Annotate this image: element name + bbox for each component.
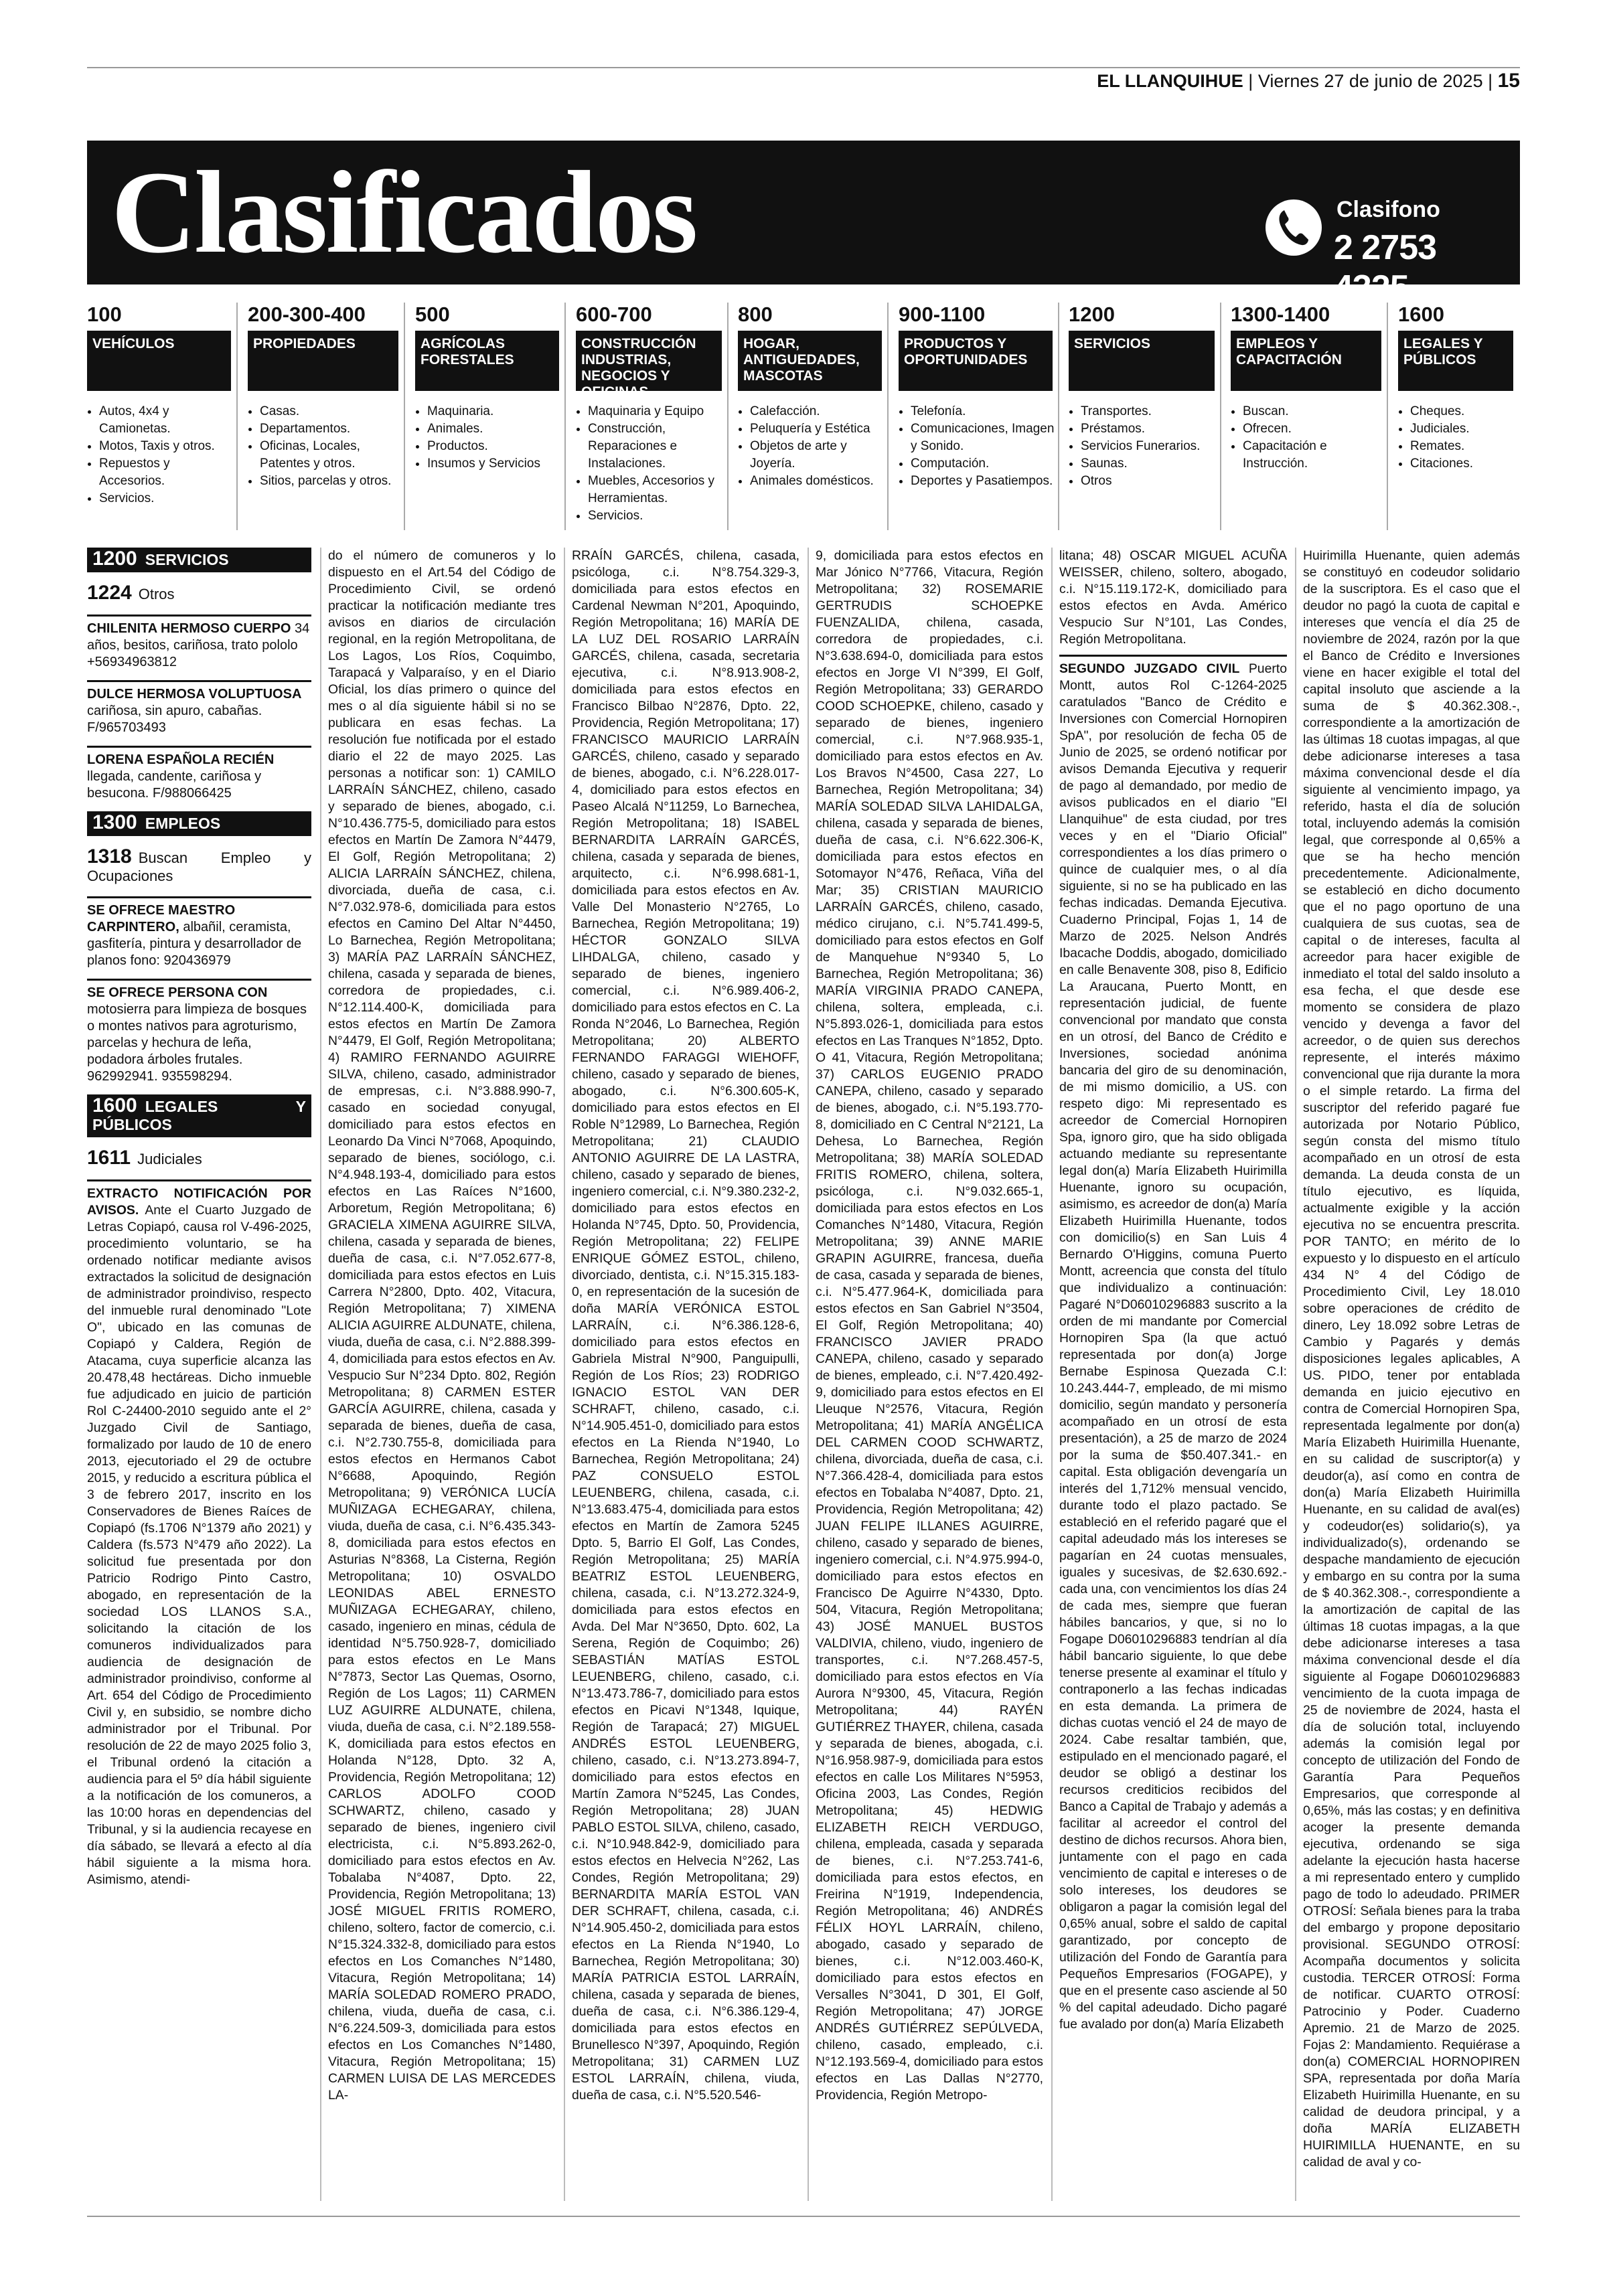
ad-body: 34 años, besitos, cariñosa, trato pololo +56934963812	[87, 621, 310, 669]
category-label: HOGAR, ANTIGUEDADES, MASCOTAS	[738, 331, 882, 391]
classified-ad	[87, 896, 311, 969]
clasifono-label: Clasifono	[1336, 197, 1440, 222]
page-number: 15	[1497, 70, 1520, 92]
category-propiedades	[248, 303, 405, 530]
list-item: • Servicios Funerarios.	[1081, 438, 1217, 455]
column-3	[572, 548, 799, 2201]
category-items	[576, 403, 724, 525]
category-hogar	[738, 303, 889, 530]
list-item: • Autos, 4x4 y Camionetas.	[99, 403, 234, 438]
category-items	[899, 403, 1055, 490]
notice-headline: EXTRACTO NOTIFICACIÓN POR AVISOS.	[87, 1186, 311, 1218]
section-header-legales	[87, 1094, 311, 1137]
list-item: • Transportes.	[1081, 403, 1217, 420]
category-items	[738, 403, 885, 490]
newspaper-name: EL LLANQUIHUE	[1097, 71, 1243, 91]
column-5	[1059, 548, 1287, 2201]
list-item: • Productos.	[427, 438, 562, 455]
list-item: • Capacitación e Instrucción.	[1243, 438, 1384, 473]
category-code: 600-700	[576, 303, 652, 326]
notice-divider	[1059, 655, 1287, 657]
category-code: 500	[415, 303, 450, 326]
column-divider	[1295, 548, 1296, 2201]
column-2	[328, 548, 556, 2201]
category-agricolas	[415, 303, 566, 530]
list-item: • Remates.	[1410, 438, 1516, 455]
list-item: • Servicios.	[588, 507, 724, 525]
column-divider	[1220, 303, 1221, 530]
category-vehiculos	[87, 303, 238, 530]
classified-ad	[87, 614, 311, 671]
category-empleos	[1231, 303, 1388, 530]
column-1	[87, 548, 311, 2201]
section-title: Clasificados	[111, 147, 696, 278]
category-code: 200-300-400	[248, 303, 366, 326]
ad-body: cariñosa, sin apuro, cabañas. F/965703493	[87, 704, 262, 735]
legal-notice-text: do el número de comuneros y lo dispuesto en el Art.54 del Código de Procedimiento Civil, se ordenó practicar la notificación mediante tres avisos en diarios de circulación regional, en la región Metropolitana, de Los Lagos, Los Ríos, Coquimbo, Tarapacá y Valparaíso, y en el Diario Oficial, los días primero o quince del mes o al día siguiente hábil si no se publicara en esas fechas. La resolución fue notificada por el estado diario el 22 de mayo 2025. Las personas a notificar son: 1) CAMILO LARRAÍN SÁNCHEZ, chileno, casado y separado de bienes, abogado, c.i. N°10.436.775-5, domiciliado para estos efectos en Martín De Zamora N°4479, El Golf, Región Metropolitana; 2) ALICIA LARRAÍN SÁNCHEZ, chilena, divorciada, dueña de casa, c.i. N°7.032.978-6, domiciliada para estos efectos en Camino Del Altar N°4450, Lo Barnechea, Región Metropolitana; 3) MARÍA PAZ LARRAÍN SÁNCHEZ, chilena, casada y separada de bienes, corredora de propiedades, c.i. N°12.114.400-K, domiciliada para estos efectos en Martín De Zamora N°4479, El Golf, Región Metropolitana; 4) RAMIRO FERNANDO AGUIRRE SILVA, chileno, casado, administrador de empresas, c.i. N°3.888.990-7, casado en sociedad conyugal, domiciliado para estos efectos en Leonardo Da Vinci N°7068, Apoquindo, separado de bienes, sociólogo, c.i. N°4.948.193-4, domiciliado para estos efectos en Las Raíces N°1600, Arboretum, Región Metropolitana; 6) GRACIELA XIMENA AGUIRRE SILVA, chilena, casada y separada de bienes, dueña de casa, c.i. N°7.052.677-8, domiciliada para estos efectos en Luis Carrera N°2800, Dpto. 402, Vitacura, Región Metropolitana; 7) XIMENA ALICIA AGUIRRE ALDUNATE, chilena, viuda, dueña de casa, c.i. N°2.888.399-4, domiciliada para estos efectos en Av. Vespucio Sur N°234 Dpto. 802, Región Metropolitana; 8) CARMEN ESTER GARCÍA AGUIRRE, chilena, casada y separada de bienes, dueña de casa, c.i. N°2.730.755-8, domiciliada para estos efectos en Hermanos Cabot N°6688, Apoquindo, Región Metropolitana; 9) VERÓNICA LUCÍA MUÑIZAGA ECHEGARAY, chilena, viuda, dueña de casa, c.i. N°6.435.343-8, domiciliada para estos efectos en Asturias N°8368, La Cisterna, Región Metropolitana; 10) OSVALDO LEONIDAS ABEL ERNESTO MUÑIZAGA ECHEGARAY, chileno, casado, ingeniero en minas, cédula de identidad N°5.750.928-7, domiciliado para estos efectos en Le Mans N°7873, Sector Las Quemas, Osorno, Región de Los Lagos; 11) CARMEN LUZ AGUIRRE ALDUNATE, chilena, viuda, dueña de casa, c.i. N°2.189.558-K, domiciliada para estos efectos en Holanda N°128, Dpto. 32 A, Providencia, Región Metropolitana; 12) CARLOS ADOLFO COOD SCHWARTZ, chileno, casado y separado de bienes, ingeniero civil electricista, c.i. N°5.893.262-0, domiciliado para estos efectos en Av. Tobalaba N°4087, Dpto. 22, Providencia, Región Metropolitana; 13) JOSÉ MIGUEL FRITIS ROMERO, chileno, soltero, factor de comercio, c.i. N°15.324.332-8, domiciliado para estos efectos en Los Comanches N°1480, Vitacura, Región Metropolitana; 14) MARÍA SOLEDAD ROMERO PRADO, chilena, viuda, dueña de casa, c.i. N°6.224.509-3, domiciliada para estos efectos en Los Comanches N°1480, Vitacura, Región Metropolitana; 15) CARMEN LUISA DE LAS MERCEDES LA-	[328, 548, 556, 2103]
phone-icon	[1266, 199, 1322, 256]
category-items	[1398, 403, 1516, 473]
ad-headline: LORENA ESPAÑOLA RECIÉN	[87, 752, 275, 767]
column-divider	[320, 548, 321, 2201]
category-items	[415, 403, 562, 473]
classifieds-body	[87, 548, 1520, 2201]
section-title: LEGALES Y PÚBLICOS	[92, 1098, 306, 1133]
list-item: • Maquinaria y Equipo	[588, 403, 724, 420]
column-divider	[1387, 303, 1388, 530]
list-item: • Deportes y Pasatiempos.	[911, 473, 1055, 490]
category-label: AGRÍCOLAS FORESTALES	[415, 331, 559, 391]
subsection-judiciales	[87, 1149, 311, 1167]
column-divider	[564, 303, 566, 530]
list-item: • Departamentos.	[260, 420, 401, 438]
subsection-title: Otros	[138, 586, 175, 602]
section-code: 1200	[92, 548, 137, 570]
classified-ad	[87, 979, 311, 1085]
column-4	[816, 548, 1043, 2201]
bottom-rule	[87, 2216, 1520, 2217]
ad-body: llegada, candente, cariñosa y besucona. F/988066425	[87, 769, 262, 801]
category-servicios	[1069, 303, 1221, 530]
category-label: VEHÍCULOS	[87, 331, 231, 391]
subsection-otros	[87, 584, 311, 602]
section-title: SERVICIOS	[145, 551, 229, 568]
category-code: 1200	[1069, 303, 1115, 326]
category-items	[87, 403, 234, 507]
subsection-title: Judiciales	[137, 1151, 202, 1167]
list-item: • Judiciales.	[1410, 420, 1516, 438]
category-code: 100	[87, 303, 122, 326]
list-item: • Muebles, Accesorios y Herramientas.	[588, 473, 724, 507]
column-divider	[236, 303, 238, 530]
list-item: • Repuestos y Accesorios.	[99, 455, 234, 490]
category-code: 900-1100	[899, 303, 986, 326]
column-divider	[808, 548, 809, 2201]
subsection-code: 1611	[87, 1147, 131, 1169]
column-6	[1303, 548, 1520, 2201]
section-header-empleos	[87, 811, 311, 836]
list-item: • Peluquería y Estética	[750, 420, 885, 438]
category-index	[87, 303, 1520, 530]
list-item: • Telefonía.	[911, 403, 1055, 420]
subsection-code: 1224	[87, 582, 132, 604]
subsection-buscan-empleo	[87, 845, 311, 884]
ad-body: motosierra para limpieza de bosques o montes nativos para agroturismo, parcelas y hechura de leña, podadora árboles frutales. 962992941. 935598294.	[87, 1002, 307, 1084]
legal-notice	[87, 1179, 311, 1888]
clasificados-banner	[87, 141, 1520, 307]
notice-headline: SEGUNDO JUZGADO CIVIL	[1059, 661, 1240, 676]
category-label: PROPIEDADES	[248, 331, 398, 391]
category-construccion	[576, 303, 729, 530]
category-label: EMPLEOS Y CAPACITACIÓN	[1231, 331, 1381, 391]
list-item: • Cheques.	[1410, 403, 1516, 420]
category-code: 800	[738, 303, 773, 326]
category-label: PRODUCTOS Y OPORTUNIDADES	[899, 331, 1053, 391]
list-item: • Buscan.	[1243, 403, 1384, 420]
list-item: • Préstamos.	[1081, 420, 1217, 438]
list-item: • Comunicaciones, Imagen y Sonido.	[911, 420, 1055, 455]
list-item: • Animales domésticos.	[750, 473, 885, 490]
list-item: • Construcción, Reparaciones e Instalaciones.	[588, 420, 724, 473]
list-item: • Insumos y Servicios	[427, 455, 562, 473]
page-folio: EL LLANQUIHUE | Viernes 27 de junio de 2025 | 15	[1097, 70, 1520, 92]
section-header-servicios	[87, 548, 311, 572]
category-items	[248, 403, 401, 490]
list-item: • Saunas.	[1081, 455, 1217, 473]
top-rule	[87, 67, 1520, 68]
section-code: 1600	[92, 1094, 137, 1117]
column-divider	[404, 303, 405, 530]
subsection-code: 1318	[87, 845, 132, 868]
notice-body: Ante el Cuarto Juzgado de Letras Copiapó, causa rol V-496-2025, procedimiento voluntario, se ha ordenado notificar mediante avisos extractados la solicitud de designación de administrador proindiviso, respecto del inmueble rural denominado "Lote O", ubicado en las comunas de Copiapó y Caldera, Región de Atacama, cuya superficie alcanza las 20.478,48 hectáreas. Dicho inmueble fue adjudicado en juicio de partición Rol C-24400-2010 seguido ante el 2° Juzgado Civil de Santiago, formalizado por laudo de 10 de enero 2013, ejecutoriado el 29 de octubre 2015, y reducido a escritura pública el 3 de febrero 2017, inscrito en los Conservadores de Bienes Raíces de Copiapó (fs.1706 N°1379 año 2021) y Caldera (fs.573 N°479 año 2022). La solicitud fue presentada por don Patricio Rodrigo Pinto Castro, abogado, en representación de la sociedad LOS LLANOS S.A., solicitando la citación de los comuneros individualizados para audiencia de designación de administrador proindiviso, conforme al Art. 654 del Código de Procedimiento Civil y, en subsidio, se nombre dicho administrador por el Tribunal. Por resolución de 22 de mayo 2025 folio 3, el Tribunal ordenó la citación a audiencia para el 5º día hábil siguiente a la notificación de los comuneros, a las 10:00 horas en dependencias del Tribunal, y si la audiencia recayese en día sábado, se llevará a efecto al día hábil siguiente a la misma hora. Asimismo, atendi-	[87, 1203, 311, 1887]
list-item: • Animales.	[427, 420, 562, 438]
issue-date: Viernes 27 de junio de 2025	[1257, 71, 1483, 91]
category-code: 1600	[1398, 303, 1444, 326]
category-label: LEGALES Y PÚBLICOS	[1398, 331, 1513, 391]
ad-body: albañil, ceramista, gasfitería, pintura y desarrollador de planos fono: 920436979	[87, 920, 302, 968]
category-label: SERVICIOS	[1069, 331, 1215, 391]
list-item: • Citaciones.	[1410, 455, 1516, 473]
list-item: • Calefacción.	[750, 403, 885, 420]
legal-notice-text: 9, domiciliada para estos efectos en Mar Jónico N°7766, Vitacura, Región Metropolitana; 32) ROSEMARIE GERTRUDIS SCHOEPKE FUENZALIDA, chilena, casada, corredora de propiedades, c.i. N°3.638.694-0, domiciliada para estos efectos en Jorge VI N°399, El Golf, Región Metropolitana; 33) GERARDO COOD SCHOEPKE, chileno, casado y separado de bienes, ingeniero comercial, c.i. N°7.968.935-1, domiciliado para estos efectos en Av. Los Bravos N°4500, Casa 227, Lo Barnechea, Región Metropolitana; 34) MARÍA SOLEDAD SILVA LAHIDALGA, chilena, casada y separada de bienes, dueña de casa, c.i. N°6.622.306-K, domiciliada para estos efectos en Sotomayor N°476, Reñaca, Viña del Mar; 35) CRISTIAN MAURICIO LARRAÍN GARCÉS, chileno, casado, médico cirujano, c.i. N°5.741.499-5, domiciliado para estos efectos en Golf de Manquehue N°9340 5, Lo Barnechea, Región Metropolitana; 36) MARÍA VIRGINIA PRADO CANEPA, chilena, soltera, empleada, c.i. N°5.893.026-1, domiciliada para estos efectos en Las Tranques N°1852, Dpto. O 41, Vitacura, Región Metropolitana; 37) CARLOS EUGENIO PRADO CANEPA, chileno, casado y separado de bienes, abogado, c.i. N°5.193.770-8, domiciliado en C Central N°2121, La Dehesa, Lo Barnechea, Región Metropolitana; 38) MARÍA SOLEDAD FRITIS ROMERO, chilena, soltera, psicóloga, c.i. N°9.032.665-1, domiciliada para estos efectos en Los Comanches N°1480, Vitacura, Región Metropolitana; 39) ANNE MARIE GRAPIN AGUIRRE, francesa, dueña de casa, casada y separada de bienes, c.i. N°5.477.964-K, domiciliada para estos efectos en San Gabriel N°3504, El Golf, Región Metropolitana; 40) FRANCISCO JAVIER PRADO CANEPA, chileno, casado y separado de bienes, empleado, c.i. N°7.420.492-9, domiciliado para estos efectos en El Lleuque N°2576, Vitacura, Región Metropolitana; 41) MARÍA ANGÉLICA DEL CARMEN COOD SCHWARTZ, chilena, divorciada, dueña de casa, c.i. N°7.366.428-4, domiciliada para estos efectos en Tobalaba N°4087, Dpto. 21, Providencia, Región Metropolitana; 42) JUAN FELIPE ILLANES AGUIRRE, chileno, casado y separado de bienes, ingeniero comercial, c.i. N°4.975.994-0, domiciliado para estos efectos en Francisco De Aguirre N°4330, Dpto. 504, Vitacura, Región Metropolitana; 43) JOSÉ MANUEL BUSTOS VALDIVIA, chileno, viudo, ingeniero de transportes, c.i. N°7.268.457-5, domiciliado para estos efectos en Vía Aurora N°9300, 45, Vitacura, Región Metropolitana; 44) RAYÉN GUTIÉRREZ THAYER, chilena, casada y separada de bienes, abogada, c.i. N°16.958.987-9, domiciliada para estos efectos en calle Los Militares N°5953, Oficina 2003, Las Condes, Región Metropolitana; 45) HEDWIG ELIZABETH REICH VERDUGO, chilena, empleada, casada y separada de bienes, c.i. N°7.253.741-6, domiciliada para estos efectos, en Freirina N°1919, Independencia, Región Metropolitana; 46) ANDRÉS FÉLIX HOYL LARRAÍN, chileno, abogado, casado y separado de bienes, c.i. N°12.003.460-K, domiciliado para estos efectos en Versalles N°3041, D 301, El Golf, Región Metropolitana; 47) JORGE ANDRÉS GUTIÉRREZ SEPÚLVEDA, chileno, casado, empleado, c.i. N°12.193.569-4, domiciliado para estos efectos en Las Dallas N°2770, Providencia, Región Metropo-	[816, 548, 1043, 2103]
list-item: • Computación.	[911, 455, 1055, 473]
list-item: • Sitios, parcelas y otros.	[260, 473, 401, 490]
notice-body: Puerto Montt, autos Rol C-1264-2025 caratulados "Banco de Crédito e Inversiones con Comercial Hornopiren SpA", por resolución de fecha 05 de Junio de 2025, se ordenó notificar por avisos Demanda Ejecutiva y requerir de pago al demandado, por medio de avisos publicados en el diario "El Llanquihue" de esta ciudad, por tres veces y en el "Diario Oficial" correspondientes a los días primero o quince de cualquier mes, o al día siguiente, si no se ha publicado en las fechas indicadas. Demanda Ejecutiva. Cuaderno Principal, Fojas 1, 14 de Marzo de 2025. Nelson Andrés Ibacache Doddis, abogado, domiciliado en calle Benavente 308, piso 8, Edificio La Araucana, Puerto Montt, en representación judicial, de fuente convencional por mandato que consta en un otrosí, del Banco de Crédito e Inversiones, sociedad anónima bancaria del giro de su denominación, de mi mismo domicilio, a US. con respeto digo: Mi representado es acreedor de Comercial Hornopiren Spa, ignoro giro, que ha sido obligada actuando mediante su representante legal don(a) María Elizabeth Huirimilla Huenante, ignoro su ocupación, asimismo, es acreedor de don(a) María Elizabeth Huirimilla Huenante, todos con domicilio(s) en San Luis 4 Bernardo O'Higgins, comuna Puerto Montt, acreencia que consta del título que individualizo a continuación: Pagaré N°D06010296883 suscrito a la orden de mi mandante por Comercial Hornopiren Spa (la que actuó representada por don(a) Jorge Bernabe Espinosa Quezada C.I: 10.243.444-7, empleado, de mi mismo domicilio, según mandato y personería acompañado en un otrosí de esta presentación), a 25 de marzo de 2024 por la suma de $50.407.341.- en capital. Esta obligación devengaría un interés del 1,712% mensual vencido, durante todo el plazo pactado. Se estableció en el referido pagaré que el capital adeudado más los intereses se pagarían en 24 cuotas mensuales, iguales y sucesivas, de $2.630.692.- cada una, con vencimientos los días 24 de cada mes, siempre que fueran hábiles bancarios, y que, si no lo Fogape D06010296883 tendrían al día hábil bancario siguiente, lo que debe tenerse presente al examinar el título y contraponerlo a las fechas indicadas en esta demanda. La primera de dichas cuotas venció el 24 de mayo de 2024. Cabe resaltar también, que, estipulado en el mencionado pagaré, el deudor se obligó a destinar los recursos crediticios recibidos del Banco a Capital de Trabajo y además a facilitar al acreedor el control del destino de dichos recursos. Ahora bien, juntamente con el pago en cada vencimiento de capital e intereses o de solo intereses, los deudores se obligaron a pagar la comisión legal del 0,65% anual, sobre el saldo de capital garantizado, por concepto de utilización del Fondo de Garantía para Pequeños Empresarios (FOGAPE), y que en el presente caso asciende al 50 % del capital adeudado. Dicho pagaré fue avalado por don(a) María Elizabeth	[1059, 661, 1287, 2032]
section-title: EMPLEOS	[145, 815, 221, 832]
list-item: • Objetos de arte y Joyería.	[750, 438, 885, 473]
column-divider	[727, 303, 729, 530]
list-item: • Oficinas, Locales, Patentes y otros.	[260, 438, 401, 473]
legal-notice-text: Huirimilla Huenante, quien además se constituyó en codeudor solidario de la suscriptora. Es el caso que el deudor no pagó la cuota de capital e intereses que vencía el día 25 de noviembre de 2024, razón por la que el Banco de Crédito e Inversiones viene en hacer exigible el total del capital insoluto que asciende a la suma de $ 40.362.308.-, correspondiente a la amortización de las últimas 18 cuotas impagas, al que debe adicionarse intereses a tasa máxima convencional desde el día siguiente al vencimiento impago, ya referido, hasta el día de solución total, incluyendo además la comisión legal, que corresponde al 0,65% a que se ha hecho mención precedentemente. Adicionalmente, se estableció en dicho documento que el no pago oportuno de una cualquiera de sus cuotas, sea de capital o de intereses, faculta al acreedor para hacer exigible de inmediato el total del saldo insoluto a esa fecha, el que desde ese momento se considera de plazo vencido y devenga a favor del acreedor, o de quien sus derechos represente, el interés máximo convencional que rija durante la mora o el simple retardo. La firma del suscriptor del referido pagaré fue autorizada por Notario Público, según consta del mismo título acompañado en un otrosí de esta demanda. La deuda consta de un título ejecutivo, es líquida, actualmente exigible y la acción ejecutiva no se encuentra prescrita. POR TANTO; en mérito de lo expuesto y lo dispuesto en el artículo 434 N° 4 del Código de Procedimiento Civil, Ley 18.010 sobre operaciones de crédito de dinero, Ley 18.092 sobre Letras de Cambio y Pagarés y demás disposiciones legales aplicables, A US. PIDO, tener por entablada demanda en juicio ejecutivo en contra de Comercial Hornopiren Spa, representada legalmente por don(a) María Elizabeth Huirimilla Huenante, en su calidad de suscriptor(a) y deudor(a), así como en contra de don(a) María Elizabeth Huirimilla Huenante, en su calidad de aval(es) y codeudor(es) solidario(s), ya individualizado(s), ordenando se despache mandamiento de ejecución y embargo en su contra por la suma de $ 40.362.308.-, correspondiente a la amortización de capital de las últimas 18 cuotas impagas, a la que debe adicionarse intereses a tasa máxima convencional desde el día siguiente al Fogape D06010296883 vencimiento de la cuota impaga de 25 de noviembre de 2024, hasta el día de solución total, incluyendo además la comisión legal por concepto de utilización del Fondo de Garantía Para Pequeños Empresarios, que corresponde al 0,65%, más las costas; y en definitiva acoger la presente demanda ejecutiva, ordenando se siga adelante la ejecución hasta hacerse a mi representado entero y cumplido pago de todo lo adeudado. PRIMER OTROSÍ: Señala bienes para la traba del embargo y propone depositario provisional. SEGUNDO OTROSÍ: Acompaña documentos y solicita custodia. TERCER OTROSÍ: Forma de notificar. CUARTO OTROSÍ: Patrocinio y Poder. Cuaderno Apremio. 21 de Marzo de 2025. Fojas 2: Mandamiento. Requiérase a don(a) COMERCIAL HORNOPIREN SPA, representada por doña María Elizabeth Huirimilla Huenante, en su calidad de deudora principal, y a doña MARÍA ELIZABETH HUIRIMILLA HUENANTE, en su calidad de aval y co-	[1303, 548, 1520, 2169]
legal-notice-text: RRAÍN GARCÉS, chilena, casada, psicóloga, c.i. N°8.754.329-3, domiciliada para estos efectos en Cardenal Newman N°201, Apoquindo, Región Metropolitana; 16) MARÍA DE LA LUZ DEL ROSARIO LARRAÍN GARCÉS, chilena, casada, secretaria ejecutiva, c.i. N°8.913.908-2, domiciliada para estos efectos en Francisco Bilbao N°2876, Dpto. 22, Providencia, Región Metropolitana; 17) FRANCISCO MAURICIO LARRAÍN GARCÉS, chileno, casado y separado de bienes, abogado, c.i. N°6.228.017-4, domiciliado para estos efectos en Paseo Alcalá N°11259, Lo Barnechea, Región Metropolitana; 18) ISABEL BERNARDITA LARRAÍN GARCÉS, chilena, casada y separada de bienes, arquitecto, c.i. N°6.998.681-1, domiciliada para estos efectos en Av. Valle Del Monasterio N°2765, Lo Barnechea, Región Metropolitana; 19) HÉCTOR GONZALO SILVA LIHDALGA, chileno, casado y separado de bienes, ingeniero comercial, c.i. N°6.989.406-2, domiciliado para estos efectos en C. La Ronda N°2046, Lo Barnechea, Región Metropolitana; 20) ALBERTO FERNANDO FARAGGI WIEHOFF, chileno, casado y separado de bienes, abogado, c.i. N°6.300.605-K, domiciliado para estos efectos en El Roble N°12989, Lo Barnechea, Región Metropolitana; 21) CLAUDIO ANTONIO AGUIRRE DE LA LASTRA, chileno, casado y separado de bienes, ingeniero comercial, c.i. N°9.380.232-2, domiciliado para estos efectos en Holanda N°745, Dpto. 50, Providencia, Región Metropolitana; 22) FELIPE ENRIQUE GÓMEZ ESTOL, chileno, divorciado, dentista, c.i. N°15.315.183-0, en representación de la sucesión de doña MARÍA VERÓNICA ESTOL LARRAÍN, c.i. N°6.386.128-6, domiciliado para estos efectos en Gabriela Mistral N°900, Panguipulli, Región de Los Ríos; 23) RODRIGO IGNACIO ESTOL VAN DER SCHRAFT, chileno, casado, c.i. N°14.905.451-0, domiciliado para estos efectos en La Rienda N°1940, Lo Barnechea, Región Metropolitana; 24) PAZ CONSUELO ESTOL LEUENBERG, chilena, casada, c.i. N°13.683.475-4, domiciliada para estos efectos en Martín de Zamora 5245 Dpto. 5, Barrio El Golf, Las Condes, Región Metropolitana; 25) MARÍA BEATRIZ ESTOL LEUENBERG, chilena, casada, c.i. N°13.272.324-9, domiciliada para estos efectos en Avda. Del Mar N°3650, Dpto. 602, La Serena, Región de Coquimbo; 26) SEBASTIÁN MATÍAS ESTOL LEUENBERG, chileno, casado, c.i. N°13.473.786-7, domiciliado para estos efectos en Picavi N°1348, Iquique, Región de Tarapacá; 27) MIGUEL ANDRÉS ESTOL LEUENBERG, chileno, casado, c.i. N°13.273.894-7, domiciliado para estos efectos en Martín Zamora N°5245, Las Condes, Región Metropolitana; 28) JUAN PABLO ESTOL SILVA, chileno, casado, c.i. N°10.948.842-9, domiciliado para estos efectos en Helvecia N°262, Las Condes, Región Metropolitana; 29) BERNARDITA MARÍA ESTOL VAN DER SCHRAFT, chilena, casada, c.i. N°14.905.450-2, domiciliada para estos efectos en La Rienda N°1940, Lo Barnechea, Región Metropolitana; 30) MARÍA PATRICIA ESTOL LARRAÍN, chilena, casada y separada de bienes, dueña de casa, c.i. N°6.386.129-4, domiciliada para estos efectos en Brunellesco N°397, Apoquindo, Región Metropolitana; 31) CARMEN LUZ ESTOL LARRAÍN, chilena, viuda, dueña de casa, c.i. N°5.520.546-	[572, 548, 799, 2103]
clasifono-number: 2 2753 4325	[1334, 228, 1437, 307]
legal-notice	[1059, 661, 1287, 2033]
category-productos	[899, 303, 1059, 530]
classified-ad	[87, 746, 311, 802]
list-item: • Otros	[1081, 473, 1217, 490]
column-divider	[564, 548, 565, 2201]
category-legales	[1398, 303, 1520, 530]
list-item: • Servicios.	[99, 490, 234, 507]
column-divider	[887, 303, 889, 530]
category-items	[1069, 403, 1217, 490]
list-item: • Ofrecen.	[1243, 420, 1384, 438]
ad-headline: CHILENITA HERMOSO CUERPO	[87, 621, 291, 636]
category-items	[1231, 403, 1384, 473]
category-code: 1300-1400	[1231, 303, 1330, 326]
column-divider	[1058, 303, 1059, 530]
column-divider	[1051, 548, 1053, 2201]
section-code: 1300	[92, 811, 137, 833]
ad-headline: SE OFRECE PERSONA CON	[87, 985, 268, 1000]
subsection-title: Buscan Empleo y Ocupaciones	[87, 849, 311, 884]
category-label: CONSTRUCCIÓN INDUSTRIAS, NEGOCIOS Y OFICINAS	[576, 331, 722, 391]
list-item: • Motos, Taxis y otros.	[99, 438, 234, 455]
list-item: • Maquinaria.	[427, 403, 562, 420]
ad-headline: DULCE HERMOSA VOLUPTUOSA	[87, 687, 302, 702]
list-item: • Casas.	[260, 403, 401, 420]
classified-ad	[87, 680, 311, 736]
legal-notice-text: litana; 48) OSCAR MIGUEL ACUÑA WEISSER, chileno, soltero, abogado, c.i. N°15.119.172-K, domiciliado para estos efectos en Avda. Américo Vespucio Sur N°101, Las Condes, Región Metropolitana.	[1059, 548, 1287, 647]
ad-headline: SE OFRECE MAESTRO CARPINTERO,	[87, 903, 236, 934]
